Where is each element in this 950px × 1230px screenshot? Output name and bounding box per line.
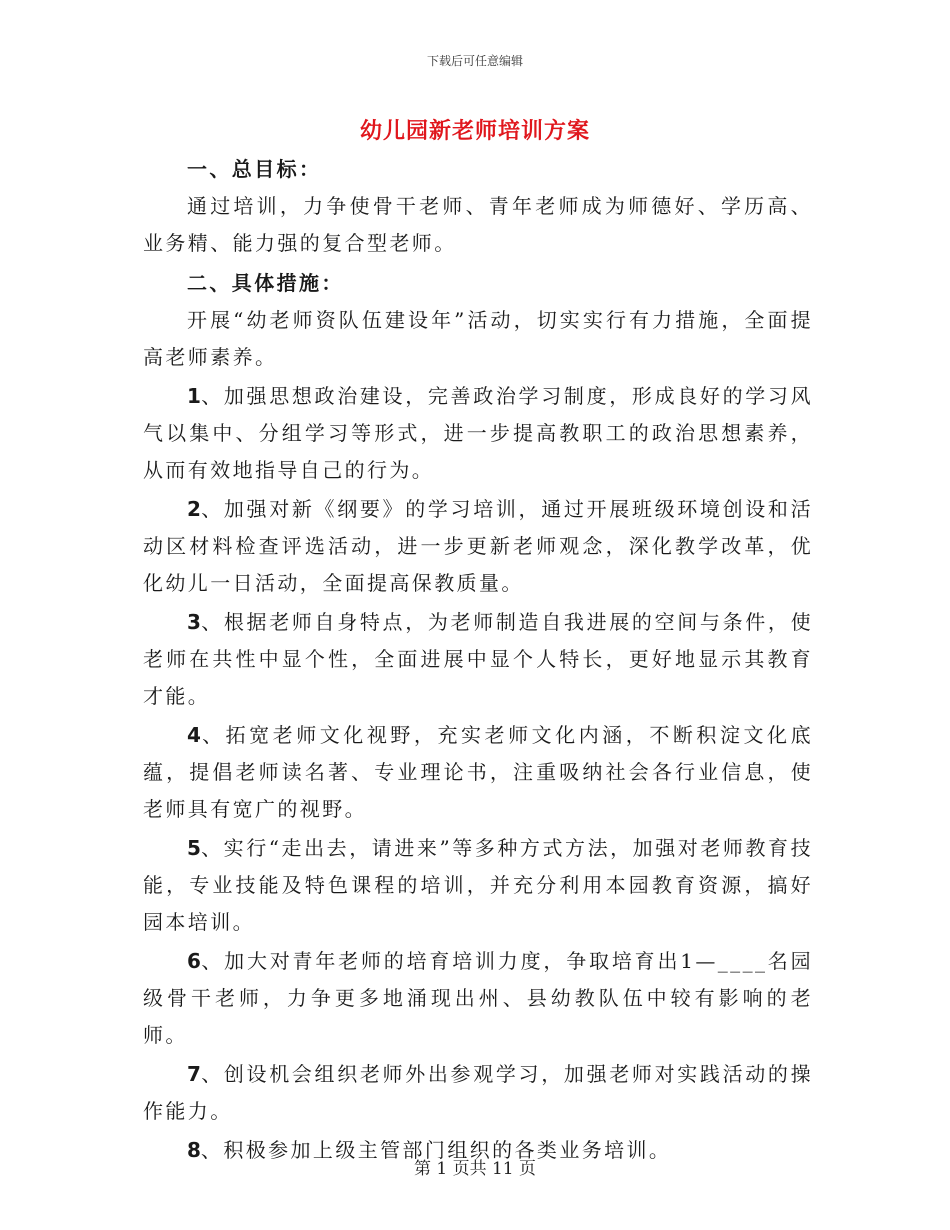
document-title: 幼儿园新老师培训方案: [359, 118, 590, 144]
measure-text: 、积极参加上级主管部门组织的各类业务培训。: [200, 1138, 672, 1162]
page-header-note: 下载后可任意编辑: [426, 54, 523, 68]
measure-text: 、加强对新《纲要》的学习培训，通过开展班级环境创设和活动区材料检查评选活动，进一步更新老师观念，深化教学改革，优化幼儿一日活动，全面提高保教质量。: [143, 497, 813, 595]
measure-number: 4: [187, 723, 201, 747]
measure-text: 、加强思想政治建设，完善政治学习制度，形成良好的学习风气以集中、分组学习等形式，进一步提高教职工的政治思想素养，从而有效地指导自己的行为。: [143, 384, 813, 482]
measure-number: 5: [187, 836, 201, 860]
measure-number: 2: [187, 497, 201, 521]
measure-item-3: [143, 604, 813, 715]
measure-text: 、创设机会组织老师外出参观学习，加强老师对实践活动的操作能力。: [143, 1062, 813, 1123]
measure-text: 、拓宽老师文化视野，充实老师文化内涵，不断积淀文化底蕴，提倡老师读名著、专业理论书，注重吸纳社会各行业信息，使老师具有宽广的视野。: [143, 723, 813, 821]
document-body: [143, 150, 813, 1169]
measure-item-1: [143, 378, 813, 489]
page-footer-number: 第 1 页共 11 页: [413, 1159, 537, 1179]
section2-intro: 开展“幼老师资队伍建设年”活动，切实实行有力措施，全面提高老师素养。: [143, 308, 813, 369]
measure-number: 3: [187, 610, 201, 634]
measure-number: 6: [187, 949, 201, 973]
section2-heading: 二、具体措施：: [187, 271, 344, 295]
measure-item-7: [143, 1056, 813, 1130]
measure-number: 1: [187, 384, 201, 408]
measure-number: 8: [187, 1138, 201, 1162]
measure-item-4: [143, 717, 813, 828]
section1-paragraph: 通过培训，力争使骨干老师、青年老师成为师德好、学历高、业务精、能力强的复合型老师。: [143, 194, 813, 255]
measure-number: 7: [187, 1062, 201, 1086]
measure-text: 、根据老师自身特点，为老师制造自我进展的空间与条件，使老师在共性中显个性，全面进展中显个人特长，更好地显示其教育才能。: [143, 610, 813, 708]
measure-item-2: [143, 491, 813, 602]
measure-text: 、加大对青年老师的培育培训力度，争取培育出1—____名园级骨干老师，力争更多地涌现出州、县幼教队伍中较有影响的老师。: [143, 949, 813, 1047]
measure-item-6: [143, 943, 813, 1054]
section1-heading: 一、总目标：: [187, 157, 322, 181]
measure-text: 、实行“走出去，请进来”等多种方式方法，加强对老师教育技能，专业技能及特色课程的培训，并充分利用本园教育资源，搞好园本培训。: [143, 836, 813, 934]
measure-item-5: [143, 830, 813, 941]
